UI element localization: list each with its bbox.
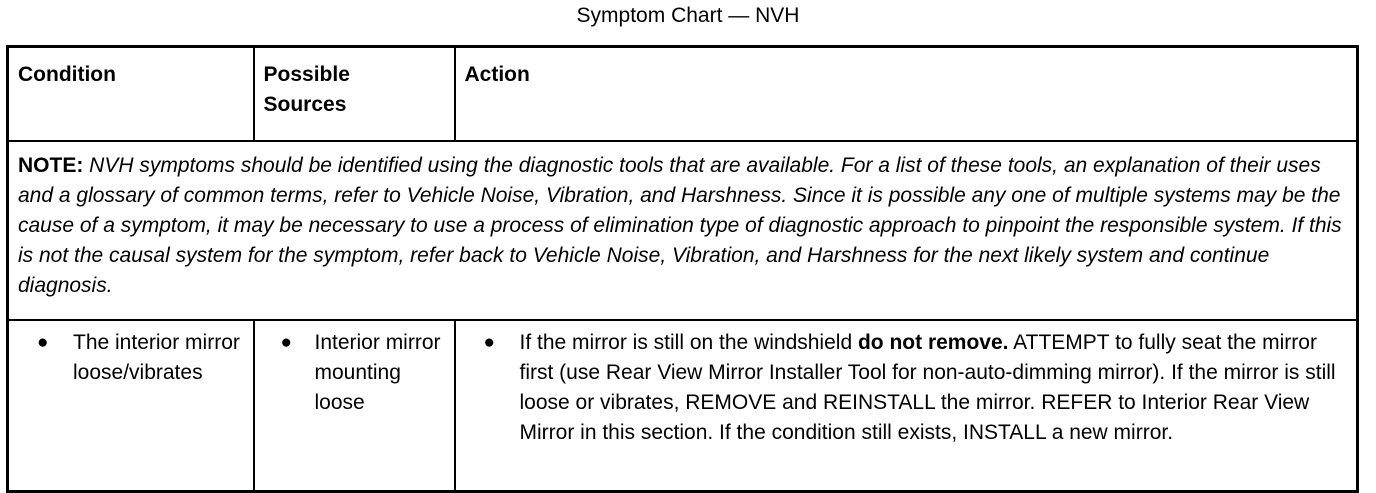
header-action-label: Action <box>464 63 530 86</box>
source-text: Interior mirror mounting loose <box>314 331 441 414</box>
note-row <box>8 141 1358 320</box>
bullet-icon: ● <box>483 332 495 353</box>
bullet-icon: ● <box>280 332 292 353</box>
symptom-chart-table <box>6 45 1359 493</box>
header-sources-line1: Possible <box>263 63 350 86</box>
condition-text: The interior mirror loose/vibrates <box>73 331 240 384</box>
header-possible-sources <box>254 47 455 142</box>
action-text-rest: ATTEMPT to fully seat the mirror first (use Rear View Mirror Installer Tool for non-auto-dimming mirror). If the mirror is still loose or vibrates, REMOVE and REINSTALL the mirror. REFER to Interior Rear View Mirror in this section. If the condition still exists, INSTALL a new mirror. <box>519 331 1336 444</box>
header-condition-label: Condition <box>18 63 116 86</box>
bullet-icon: ● <box>37 332 49 353</box>
table-row <box>8 320 1358 492</box>
header-condition <box>8 47 254 142</box>
header-action <box>455 47 1358 142</box>
action-text-bold: do not remove. <box>857 331 1009 354</box>
note-text: NVH symptoms should be identified using the diagnostic tools that are available. For a list of these tools, an explanation of their uses and a glossary of common terms, refer to Vehicle Noise, Vibration, and Harshness. Since it is possible any one of multiple systems may be the cause of a symptom, it may be necessary to use a process of elimination type of diagnostic approach to pinpoint the responsible system. If this is not the causal system for the symptom, refer back to Vehicle Noise, Vibration, and Harshness for the next likely system and continue diagnosis. <box>18 154 1342 297</box>
action-text-prefix: If the mirror is still on the windshield <box>519 331 858 354</box>
action-text <box>520 328 1347 448</box>
condition-cell <box>8 320 254 492</box>
action-cell <box>455 320 1358 492</box>
header-row <box>8 47 1358 142</box>
source-cell <box>254 320 455 492</box>
header-sources-line2: Sources <box>263 93 347 116</box>
note-cell <box>8 141 1358 320</box>
page-title: Symptom Chart — NVH <box>576 4 800 27</box>
note-label: NOTE: <box>18 154 84 177</box>
